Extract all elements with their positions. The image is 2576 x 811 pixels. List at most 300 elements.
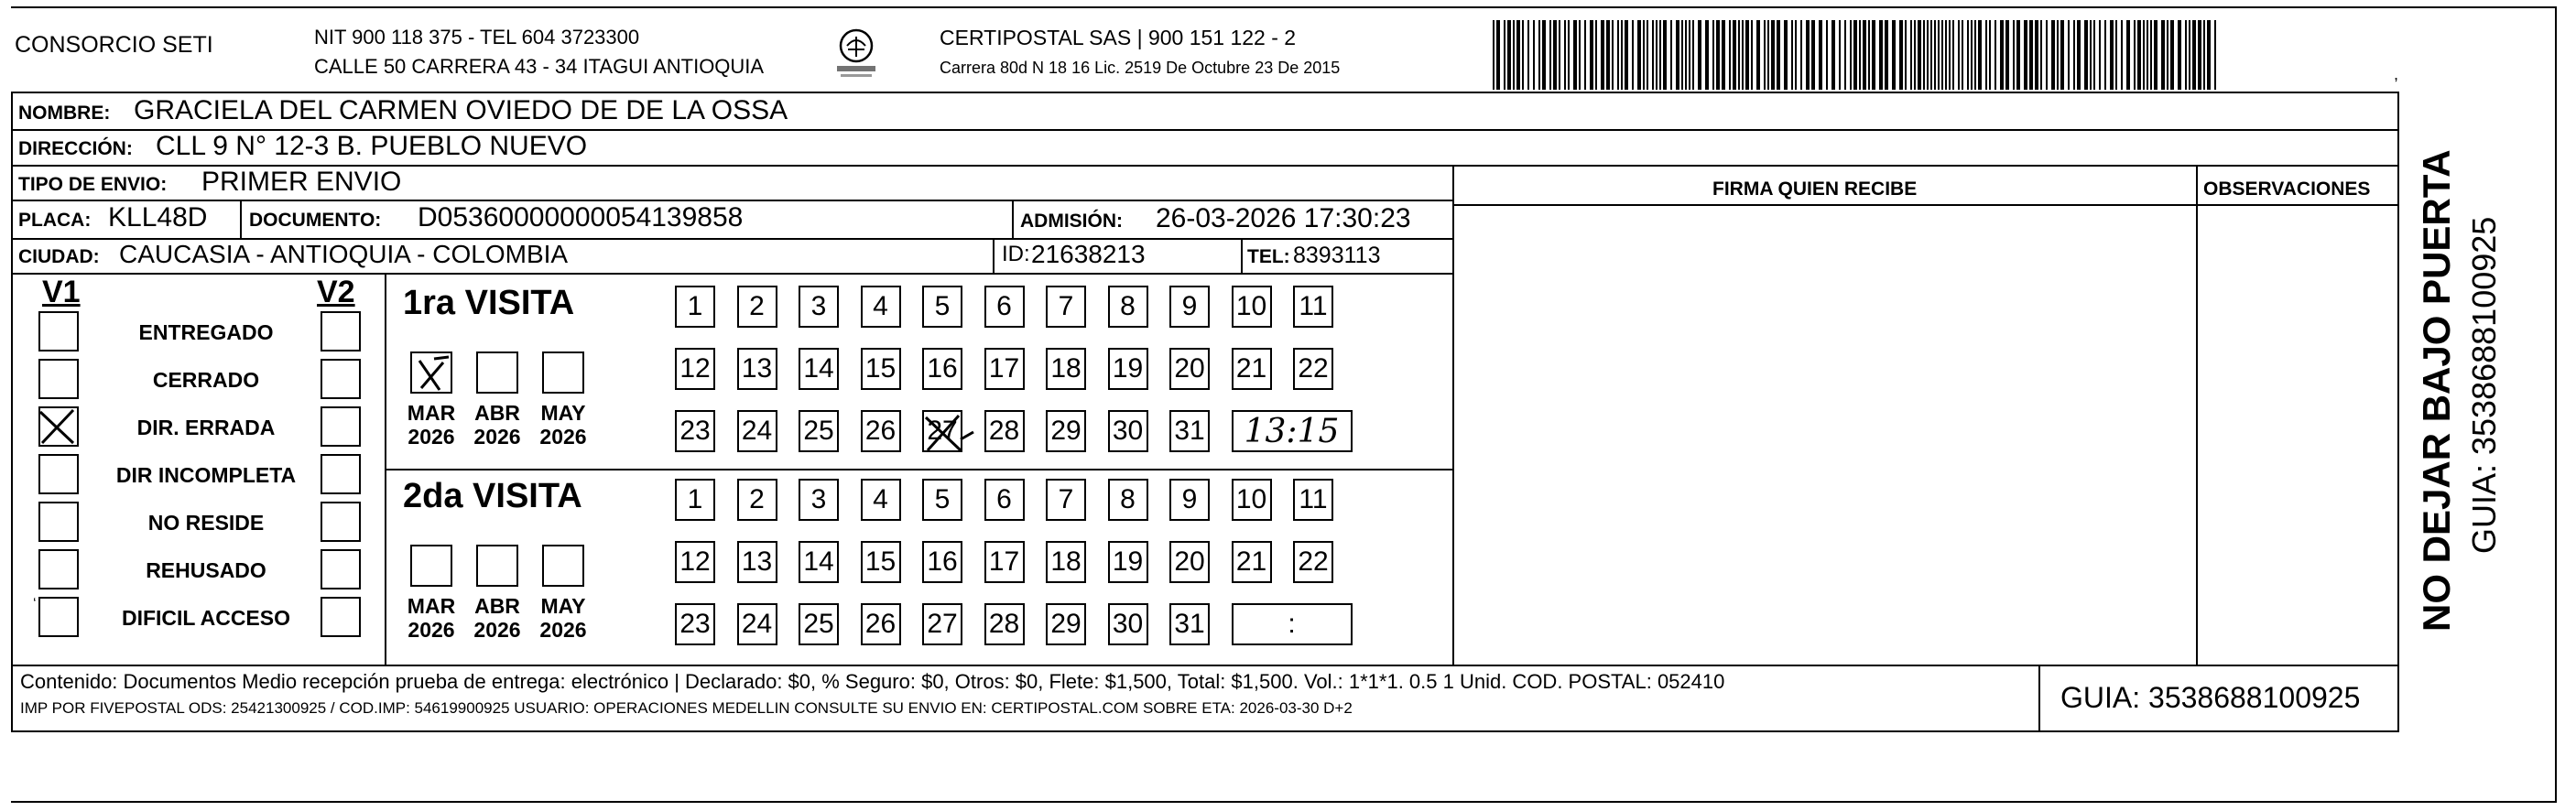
barcode-bar: [1738, 20, 1740, 90]
barcode-bar: [2147, 20, 2148, 90]
day-box[interactable]: 28: [984, 603, 1025, 645]
barcode-bar: [1764, 20, 1766, 90]
v1-checkbox[interactable]: [38, 549, 79, 589]
tel-divider: [1241, 238, 1243, 273]
footer-guia: GUIA: 3538688100925: [2060, 681, 2361, 714]
reason-label: DIR. ERRADA: [136, 416, 276, 439]
day-box[interactable]: 5: [922, 479, 962, 521]
barcode-bar: [1751, 20, 1753, 90]
month-year: 2026: [473, 425, 521, 449]
day-box[interactable]: 14: [799, 348, 839, 390]
day-box[interactable]: 12: [675, 541, 715, 583]
v2-checkbox[interactable]: [321, 359, 361, 399]
day-box[interactable]: 13: [737, 348, 777, 390]
barcode-bar: [2073, 20, 2075, 90]
month-checkbox[interactable]: [476, 545, 518, 587]
footer-top-line: [11, 665, 2399, 666]
barcode-bar: [2134, 20, 2136, 90]
barcode-bar: [2040, 20, 2042, 90]
barcode-bar: [1945, 20, 1947, 90]
day-box[interactable]: 31: [1169, 603, 1210, 645]
visit2-title: 2da VISITA: [403, 477, 582, 515]
admision-label: ADMISIÓN:: [1020, 211, 1123, 232]
nombre-label: NOMBRE:: [18, 103, 111, 124]
barcode-bar: [1974, 20, 1976, 90]
barcode: [1493, 20, 2225, 90]
barcode-bar: [2115, 20, 2117, 90]
barcode-bar: [1914, 20, 1916, 90]
v2-checkbox[interactable]: [321, 406, 361, 447]
barcode-bar: [1507, 20, 1511, 90]
month-checkbox[interactable]: [542, 545, 584, 587]
time-box[interactable]: :: [1232, 603, 1353, 645]
barcode-bar: [1625, 20, 1628, 90]
ciudad-label: CIUDAD:: [18, 246, 100, 267]
barcode-bar: [1584, 20, 1586, 90]
barcode-bar: [1923, 20, 1925, 90]
admision-divider: [1012, 200, 1014, 238]
barcode-bar: [1978, 20, 1982, 90]
barcode-bar: [1927, 20, 1929, 90]
day-box[interactable]: 19: [1108, 541, 1148, 583]
barcode-bar: [2203, 20, 2205, 90]
documento-value: D05360000000054139858: [418, 202, 744, 232]
barcode-bar: [1844, 20, 1846, 90]
v1-checkbox[interactable]: [38, 597, 79, 637]
certipostal-logo-icon: [835, 27, 877, 81]
footer-imp: IMP POR FIVEPOSTAL ODS: 25421300925 / COD.IMP: 54619900925 USUARIO: OPERACIONES MEDELLIN CONSULTE SU ENVIO EN: CERTIPOSTAL.COM SOBRE ETA: 2026-03-30 D+2: [20, 699, 1353, 717]
barcode-bar: [2013, 20, 2015, 90]
barcode-bar: [1795, 20, 1797, 90]
barcode-bar: [1601, 20, 1604, 90]
day-box[interactable]: 3: [799, 479, 839, 521]
barcode-bar: [1722, 20, 1725, 90]
day-number: 27: [927, 416, 958, 446]
v2-checkbox[interactable]: [321, 454, 361, 494]
barcode-bar: [1612, 20, 1614, 90]
barcode-bar: [1905, 20, 1907, 90]
day-box[interactable]: 1: [675, 286, 715, 328]
ciudad-value: CAUCASIA - ANTIOQUIA - COLOMBIA: [119, 240, 569, 268]
barcode-bar: [1595, 20, 1597, 90]
day-box[interactable]: 6: [984, 286, 1025, 328]
visit-mid-line: [385, 469, 1452, 470]
barcode-bar: [2016, 20, 2020, 90]
month-year: 2026: [539, 618, 587, 643]
barcode-bar: [1689, 20, 1690, 90]
month-name: MAR: [407, 594, 456, 618]
day-box[interactable]: 2: [737, 479, 777, 521]
tel-value: 8393113: [1293, 243, 1381, 268]
barcode-bar: [1659, 20, 1661, 90]
barcode-bar: [2000, 20, 2004, 90]
day-box[interactable]: 19: [1108, 348, 1148, 390]
day-box[interactable]: 30: [1108, 603, 1148, 645]
barcode-bar: [1879, 20, 1883, 90]
barcode-bar: [1716, 20, 1720, 90]
month-label: [400, 594, 462, 643]
v2-checkbox[interactable]: [321, 311, 361, 351]
right-header-line: [1452, 204, 2399, 206]
handwritten-x-mark-icon: [412, 353, 454, 395]
barcode-bar: [1910, 20, 1912, 90]
barcode-bar: [1568, 20, 1570, 90]
day-box[interactable]: 29: [1046, 603, 1086, 645]
month-checkbox[interactable]: [542, 351, 584, 394]
barcode-bar: [1885, 20, 1888, 90]
day-box[interactable]: 16: [922, 348, 962, 390]
day-box[interactable]: 23: [675, 603, 715, 645]
v2-label: V2: [317, 275, 355, 309]
month-name: MAY: [540, 594, 586, 618]
month-name: MAR: [407, 401, 456, 425]
barcode-bar: [1958, 20, 1960, 90]
day-box[interactable]: 21: [1232, 541, 1272, 583]
barcode-bar: [1533, 20, 1535, 90]
barcode-bar: [1767, 20, 1769, 90]
day-box[interactable]: 15: [861, 348, 901, 390]
barcode-bar: [1606, 20, 1610, 90]
barcode-bar: [1733, 20, 1736, 90]
row-line-5: [11, 273, 1452, 275]
company-name: CONSORCIO SETI: [15, 32, 213, 58]
nit-line: NIT 900 118 375 - TEL 604 3723300: [314, 26, 640, 49]
barcode-bar: [1513, 20, 1515, 90]
barcode-bar: [1892, 20, 1896, 90]
day-box[interactable]: 24: [737, 603, 777, 645]
barcode-bar: [2093, 20, 2095, 90]
v1-checkbox[interactable]: [38, 502, 79, 542]
day-box[interactable]: 25: [799, 603, 839, 645]
day-box[interactable]: 4: [861, 286, 901, 328]
month-label: [466, 401, 528, 449]
barcode-bar: [2046, 20, 2048, 90]
month-year: 2026: [408, 618, 455, 643]
day-box[interactable]: [922, 410, 962, 452]
placa-label: PLACA:: [18, 210, 92, 231]
barcode-bar: [2207, 20, 2211, 90]
barcode-bar: [1692, 20, 1694, 90]
day-box[interactable]: 17: [984, 348, 1025, 390]
handwritten-x-mark-icon: [924, 412, 964, 454]
certipostal-license: Carrera 80d N 18 16 Lic. 2519 De Octubre 23 De 2015: [940, 59, 1341, 77]
barcode-bar: [1930, 20, 1932, 90]
barcode-bar: [1663, 20, 1667, 90]
barcode-bar: [1652, 20, 1654, 90]
barcode-bar: [2084, 20, 2088, 90]
visit1-title: 1ra VISITA: [403, 284, 575, 322]
barcode-bar: [1637, 20, 1641, 90]
day-box[interactable]: 25: [799, 410, 839, 452]
month-name: MAY: [540, 401, 586, 425]
day-box[interactable]: 15: [861, 541, 901, 583]
day-box[interactable]: 11: [1293, 286, 1333, 328]
barcode-bar: [2198, 20, 2201, 90]
month-checkbox[interactable]: [410, 545, 452, 587]
barcode-bar: [1985, 20, 1987, 90]
barcode-bar: [1771, 20, 1775, 90]
barcode-bar: [1989, 20, 1991, 90]
day-box[interactable]: 27: [922, 603, 962, 645]
day-box[interactable]: 18: [1046, 541, 1086, 583]
day-box[interactable]: 16: [922, 541, 962, 583]
day-box[interactable]: 11: [1293, 479, 1333, 521]
day-box[interactable]: 6: [984, 479, 1025, 521]
barcode-bar: [1527, 20, 1529, 90]
barcode-bar: [1971, 20, 1973, 90]
barcode-bar: [2154, 20, 2158, 90]
day-box[interactable]: 4: [861, 479, 901, 521]
firma-header: FIRMA QUIEN RECIBE: [1712, 178, 1918, 200]
direccion-label: DIRECCIÓN:: [18, 138, 133, 159]
barcode-bar: [1647, 20, 1648, 90]
barcode-bar: [1670, 20, 1672, 90]
barcode-bar: [2035, 20, 2038, 90]
day-box[interactable]: 31: [1169, 410, 1210, 452]
barcode-bar: [1819, 20, 1822, 90]
day-box[interactable]: 14: [799, 541, 839, 583]
barcode-bar: [1938, 20, 1940, 90]
v1-checkbox[interactable]: [38, 311, 79, 351]
footer-contenido: Contenido: Documentos Medio recepción prueba de entrega: electrónico | Declarado: $0, % Seguro: $0, Otros: $0, Flete: $1,500, Total: $1,500. Vol.: 1*1*1. 0.5 1 Unid. COD. POSTAL: 052410: [20, 670, 1725, 693]
day-box[interactable]: 7: [1046, 286, 1086, 328]
barcode-bar: [1538, 20, 1540, 90]
obs-divider: [2196, 165, 2198, 665]
month-label: [532, 401, 594, 449]
reason-label: NO RESIDE: [147, 511, 265, 535]
day-box[interactable]: 13: [737, 541, 777, 583]
v2-checkbox[interactable]: [321, 502, 361, 542]
barcode-bar: [1542, 20, 1546, 90]
month-label: [466, 594, 528, 643]
footer-guia-divider: [2038, 665, 2040, 732]
day-box[interactable]: 9: [1169, 286, 1210, 328]
barcode-bar: [2005, 20, 2009, 90]
day-box[interactable]: 23: [675, 410, 715, 452]
month-year: 2026: [539, 425, 587, 449]
barcode-bar: [1934, 20, 1936, 90]
barcode-bar: [1806, 20, 1810, 90]
barcode-bar: [1617, 20, 1619, 90]
tipo-label: TIPO DE ENVIO:: [18, 174, 168, 195]
barcode-bar: [1967, 20, 1969, 90]
day-box[interactable]: 5: [922, 286, 962, 328]
day-box[interactable]: 29: [1046, 410, 1086, 452]
day-box[interactable]: 3: [799, 286, 839, 328]
v1-checkbox[interactable]: [38, 454, 79, 494]
barcode-bar: [1559, 20, 1560, 90]
top-border: [11, 6, 2557, 8]
v1-checkbox[interactable]: [38, 359, 79, 399]
barcode-bar: [2060, 20, 2064, 90]
barcode-bar: [1800, 20, 1802, 90]
barcode-bar: [1698, 20, 1701, 90]
day-box[interactable]: 9: [1169, 479, 1210, 521]
side-guia: GUIA: 3538688100925: [2465, 216, 2503, 554]
month-checkbox[interactable]: [476, 351, 518, 394]
v2-checkbox[interactable]: [321, 549, 361, 589]
barcode-bar: [1685, 20, 1687, 90]
barcode-bar: [1850, 20, 1852, 90]
reason-label: DIR INCOMPLETA: [115, 463, 297, 487]
certipostal-name: CERTIPOSTAL SAS | 900 151 122 - 2: [940, 26, 1297, 49]
barcode-bar: [2057, 20, 2059, 90]
barcode-bar: [2068, 20, 2070, 90]
id-divider: [993, 238, 995, 273]
handwritten-x-mark-icon: [37, 406, 77, 447]
barcode-bar: [1632, 20, 1634, 90]
day-box[interactable]: 7: [1046, 479, 1086, 521]
barcode-bar: [1621, 20, 1623, 90]
barcode-bar: [2090, 20, 2092, 90]
barcode-bar: [2051, 20, 2055, 90]
nombre-value: GRACIELA DEL CARMEN OVIEDO DE DE LA OSSA: [134, 95, 788, 125]
barcode-bar: [2143, 20, 2145, 90]
barcode-bar: [2150, 20, 2152, 90]
barcode-bar: [2214, 20, 2216, 90]
barcode-bar: [2192, 20, 2196, 90]
barcode-bar: [1756, 20, 1760, 90]
barcode-bar: [2126, 20, 2130, 90]
day-box[interactable]: 20: [1169, 348, 1210, 390]
day-box[interactable]: 24: [737, 410, 777, 452]
barcode-bar: [1681, 20, 1683, 90]
barcode-bar: [1952, 20, 1954, 90]
day-box[interactable]: 10: [1232, 286, 1272, 328]
direccion-value: CLL 9 N° 12-3 B. PUEBLO NUEVO: [156, 131, 588, 161]
row-line-3: [11, 200, 1452, 201]
barcode-bar: [1553, 20, 1557, 90]
barcode-bar: [2178, 20, 2181, 90]
v1-checkbox[interactable]: [38, 406, 79, 447]
barcode-bar: [2024, 20, 2027, 90]
placa-divider: [240, 200, 242, 238]
month-year: 2026: [473, 618, 521, 643]
barcode-bar: [1579, 20, 1581, 90]
barcode-bar: [1863, 20, 1866, 90]
day-box[interactable]: 18: [1046, 348, 1086, 390]
tel-label: TEL:: [1247, 246, 1290, 267]
day-box[interactable]: 22: [1293, 348, 1333, 390]
month-checkbox[interactable]: [410, 351, 452, 394]
barcode-bar: [1839, 20, 1841, 90]
day-box[interactable]: 26: [861, 603, 901, 645]
barcode-bar: [1496, 20, 1500, 90]
id-label: ID:: [1002, 242, 1030, 266]
barcode-bar: [1791, 20, 1793, 90]
right-border: [2555, 6, 2557, 803]
barcode-bar: [1784, 20, 1788, 90]
day-box[interactable]: 8: [1108, 479, 1148, 521]
barcode-bar: [1573, 20, 1577, 90]
barcode-bar: [1522, 20, 1524, 90]
barcode-bar: [1504, 20, 1505, 90]
barcode-bar: [1549, 20, 1551, 90]
barcode-bar: [1831, 20, 1835, 90]
day-box[interactable]: 21: [1232, 348, 1272, 390]
v1-label: V1: [42, 275, 81, 309]
barcode-bar: [1712, 20, 1714, 90]
month-year: 2026: [408, 425, 455, 449]
barcode-bar: [1872, 20, 1875, 90]
barcode-bar: [1729, 20, 1731, 90]
barcode-mark: ,: [2394, 65, 2399, 83]
barcode-bar: [1994, 20, 1996, 90]
observaciones-header: OBSERVACIONES: [2203, 178, 2371, 200]
barcode-bar: [1777, 20, 1780, 90]
barcode-bar: [1656, 20, 1658, 90]
barcode-bar: [1941, 20, 1943, 90]
barcode-bar: [1853, 20, 1857, 90]
day-box[interactable]: 17: [984, 541, 1025, 583]
reason-label: DIFICIL ACCESO: [121, 606, 290, 630]
admision-value: 26-03-2026 17:30:23: [1156, 203, 1411, 233]
time-box[interactable]: 13:15: [1232, 410, 1353, 452]
barcode-bar: [1564, 20, 1566, 90]
barcode-bar: [1516, 20, 1520, 90]
bottom-border: [11, 801, 2557, 803]
barcode-bar: [1811, 20, 1815, 90]
month-name: ABR: [474, 401, 520, 425]
barcode-bar: [1949, 20, 1951, 90]
day-box[interactable]: 1: [675, 479, 715, 521]
barcode-bar: [2104, 20, 2106, 90]
day-box[interactable]: 8: [1108, 286, 1148, 328]
barcode-bar: [1826, 20, 1828, 90]
reason-label: REHUSADO: [146, 558, 266, 582]
day-box[interactable]: 12: [675, 348, 715, 390]
barcode-bar: [2189, 20, 2190, 90]
barcode-bar: [1742, 20, 1744, 90]
documento-label: DOCUMENTO:: [249, 210, 382, 231]
no-dejar-bajo-puerta: NO DEJAR BAJO PUERTA: [2415, 149, 2458, 632]
day-box[interactable]: 28: [984, 410, 1025, 452]
reason-label: ENTREGADO: [138, 320, 274, 344]
barcode-bar: [2161, 20, 2165, 90]
barcode-bar: [2137, 20, 2141, 90]
barcode-bar: [1868, 20, 1870, 90]
stray-mark: ‘: [33, 596, 37, 611]
month-label: [400, 401, 462, 449]
barcode-bar: [1745, 20, 1749, 90]
month-name: ABR: [474, 594, 520, 618]
day-box[interactable]: 2: [737, 286, 777, 328]
barcode-bar: [2110, 20, 2114, 90]
reason-label: CERRADO: [152, 368, 260, 392]
barcode-bar: [1962, 20, 1963, 90]
barcode-bar: [2029, 20, 2033, 90]
barcode-bar: [2099, 20, 2101, 90]
right-panel-divider: [1452, 165, 1454, 665]
day-box[interactable]: 10: [1232, 479, 1272, 521]
month-label: [532, 594, 594, 643]
day-box[interactable]: 22: [1293, 541, 1333, 583]
barcode-bar: [2170, 20, 2174, 90]
barcode-bar: [1705, 20, 1709, 90]
day-box[interactable]: 26: [861, 410, 901, 452]
day-box[interactable]: 30: [1108, 410, 1148, 452]
barcode-bar: [1859, 20, 1861, 90]
day-box[interactable]: 20: [1169, 541, 1210, 583]
barcode-bar: [2167, 20, 2168, 90]
barcode-bar: [2077, 20, 2081, 90]
barcode-bar: [1643, 20, 1645, 90]
barcode-bar: [2121, 20, 2123, 90]
barcode-bar: [1918, 20, 1921, 90]
v2-checkbox[interactable]: [321, 597, 361, 637]
placa-value: KLL48D: [108, 202, 208, 232]
barcode-bar: [1899, 20, 1903, 90]
